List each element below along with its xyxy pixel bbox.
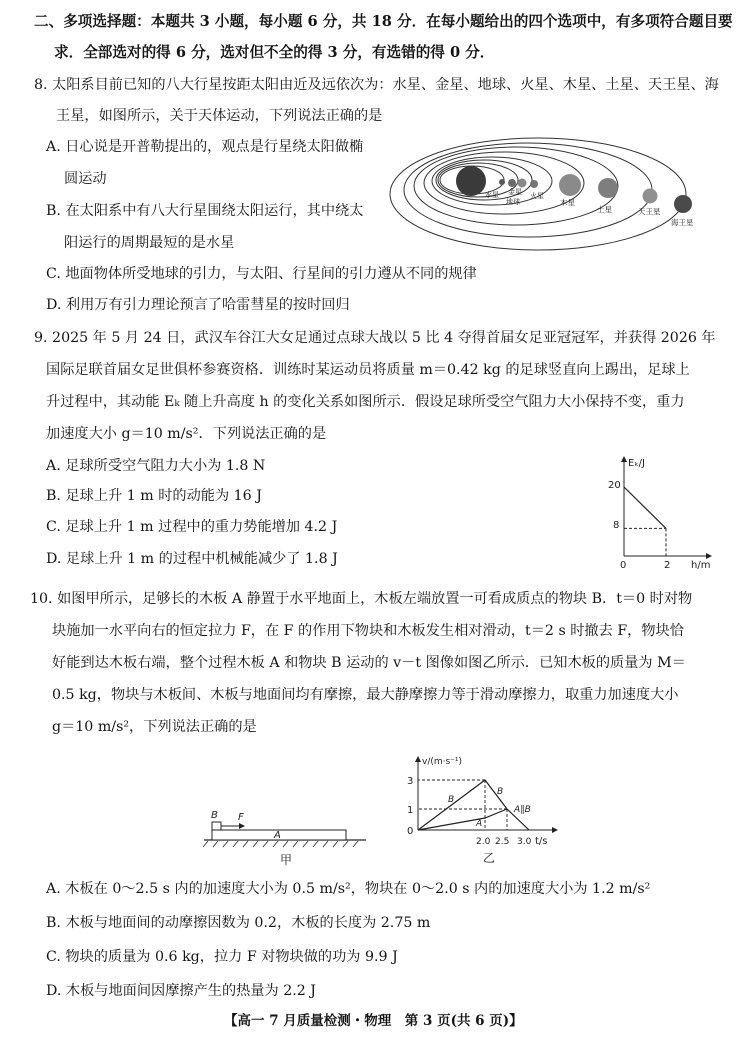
venus-icon: [508, 179, 516, 187]
q10-option-a: A. 木板在 0～2.5 s 内的加速度大小为 0.5 m/s²，物块在 0～2.0 s 内的加速度大小为 1.2 m/s²: [46, 881, 651, 897]
q9-option-d: D. 足球上升 1 m 的过程中机械能减少了 1.8 J: [46, 551, 338, 567]
earth-icon: [518, 179, 527, 188]
q9-option-c: C. 足球上升 1 m 过程中的重力势能增加 4.2 J: [46, 519, 338, 535]
q8-option-b-line2: 阳运行的周期最短的是水星: [64, 235, 235, 251]
vt-tick-2-5: 2.5: [495, 837, 510, 847]
q9-stem-line2: 国际足联首届女足世俱杯参赛资格．训练时某运动员将质量 m＝0.42 kg 的足球竖直向上踢出，足球上: [46, 362, 690, 378]
vt-label-ab: A∥B: [514, 805, 531, 815]
figure-yi-vt-graph: [388, 752, 568, 870]
ek-y-arrow: [621, 456, 627, 462]
q10-option-b: B. 木板与地面间的动摩擦因数为 0.2，木板的长度为 2.75 m: [46, 915, 431, 931]
q8-option-d: D. 利用万有引力理论预言了哈雷彗星的按时回归: [46, 297, 350, 313]
vt-label-a: A: [476, 819, 483, 829]
q9-option-b: B. 足球上升 1 m 时的动能为 16 J: [46, 488, 262, 504]
ek-x-arrow: [706, 553, 712, 559]
ek-tick-0: 0: [620, 560, 627, 570]
q8-option-b-line1: B. 在太阳系中有八大行星围绕太阳运行，其中绕太: [46, 203, 364, 219]
mercury-icon: [499, 179, 505, 185]
ek-x-axis-label: h/m: [691, 560, 711, 570]
q10-stem-line2: 块施加一水平向右的恒定拉力 F，在 F 的作用下物块和木板发生相对滑动，t＝2 s 时撤去 F，物块恰: [52, 623, 684, 639]
vt-tick-3: 3: [407, 776, 414, 787]
label-uranus: 天王星: [638, 207, 661, 216]
q9-stem-line1: 9. 2025 年 5 月 24 日，武汉车谷江大女足通过点球大战以 5 比 4 夺得首届女足亚冠冠军，并获得 2026 年: [34, 330, 716, 346]
mars-icon: [530, 180, 538, 188]
vt-y-arrow: [415, 756, 421, 762]
q8-option-c: C. 地面物体所受地球的引力，与太阳、行星间的引力遵从不同的规律: [46, 266, 477, 282]
block-b: [212, 822, 221, 830]
jupiter-icon: [559, 174, 581, 196]
label-a: A: [274, 830, 281, 841]
label-neptune: 海王星: [671, 218, 694, 227]
page-footer: 【高一 7 月质量检测・物理 第 3 页(共 6 页)】: [224, 1013, 523, 1029]
label-venus: 金星: [508, 188, 522, 196]
label-earth: 地球: [506, 198, 520, 206]
section-title-line2: 求．全部选对的得 6 分，选对但不全的得 3 分，有选错的得 0 分．: [54, 44, 495, 61]
uranus-icon: [643, 189, 658, 204]
q10-stem-line3: 好能到达木板右端，整个过程木板 A 和物块 B 运动的 v－t 图像如图乙所示．已知木板的质量为 M＝: [52, 655, 686, 671]
ek-tick-20: 20: [608, 480, 621, 491]
q10-stem-line1: 10. 如图甲所示，足够长的木板 A 静置于水平地面上，木板左端放置一可看成质点的物块 B．t＝0 时对物: [30, 591, 693, 607]
figure-jia: [200, 796, 370, 866]
q8-option-a-line2: 圆运动: [64, 171, 107, 187]
label-mars: 火星: [530, 192, 544, 200]
label-saturn: 土星: [597, 205, 612, 214]
sun-icon: [456, 166, 486, 196]
ground-hatching: [203, 841, 358, 847]
label-f: F: [238, 812, 244, 823]
label-b: B: [211, 810, 218, 821]
ek-tick-2: 2: [664, 560, 671, 570]
q8-option-a-line1: A. 日心说是开普勒提出的，观点是行星绕太阳做椭: [46, 139, 364, 155]
section-title-line1: 二、多项选择题：本题共 3 小题，每小题 6 分，共 18 分．在每小题给出的四个选项中，有多项符合题目要: [34, 13, 733, 30]
vt-label-b1: B: [448, 795, 455, 805]
ek-tick-8: 8: [613, 520, 620, 531]
vt-tick-0: 0: [407, 826, 414, 837]
q9-stem-line4: 加速度大小 g＝10 m/s²．下列说法正确的是: [46, 426, 327, 442]
q8-stem-line1: 8. 太阳系目前已知的八大行星按距太阳由近及远依次为：水星、金星、地球、火星、木星、土星、天王星、海: [34, 77, 719, 93]
caption-jia: 甲: [280, 853, 293, 866]
vt-tick-1: 1: [407, 805, 414, 816]
q10-stem-line4: 0.5 kg，物块与木板间、木板与地面间均有摩擦，最大静摩擦力等于滑动摩擦力，取重力加速度大小: [52, 687, 679, 703]
q10-stem-line5: g＝10 m/s²，下列说法正确的是: [52, 719, 257, 735]
vt-label-b2: B: [497, 787, 504, 797]
label-jupiter: 木星: [560, 198, 575, 207]
q10-option-c: C. 物块的质量为 0.6 kg，拉力 F 对物块做的功为 9.9 J: [46, 949, 398, 965]
vt-x-axis-label: t/s: [535, 836, 548, 847]
vt-tick-2-0: 2.0: [476, 837, 491, 847]
q8-stem-line2: 王星，如图所示，关于天体运动，下列说法正确的是: [56, 108, 383, 124]
vt-y-axis-label: v/(m·s⁻¹): [422, 757, 463, 767]
ek-h-graph: [600, 450, 718, 570]
vt-tick-3-0: 3.0: [517, 837, 532, 847]
vt-x-arrow: [552, 827, 558, 833]
saturn-icon: [598, 178, 618, 198]
ek-data-line: [624, 487, 666, 528]
solar-system-figure: [388, 136, 706, 252]
label-mercury: 水星: [485, 191, 499, 199]
q9-option-a: A. 足球所受空气阻力大小为 1.8 N: [46, 458, 266, 474]
q10-option-d: D. 木板与地面间因摩擦产生的热量为 2.2 J: [46, 983, 316, 999]
q9-stem-line3: 升过程中，其动能 Eₖ 随上升高度 h 的变化关系如图所示．假设足球所受空气阻力大小保持不变，重力: [46, 394, 685, 410]
caption-yi: 乙: [483, 851, 496, 865]
neptune-icon: [674, 195, 692, 213]
force-f-arrowhead: [239, 823, 245, 829]
ek-y-axis-label: Eₖ/J: [628, 458, 645, 469]
